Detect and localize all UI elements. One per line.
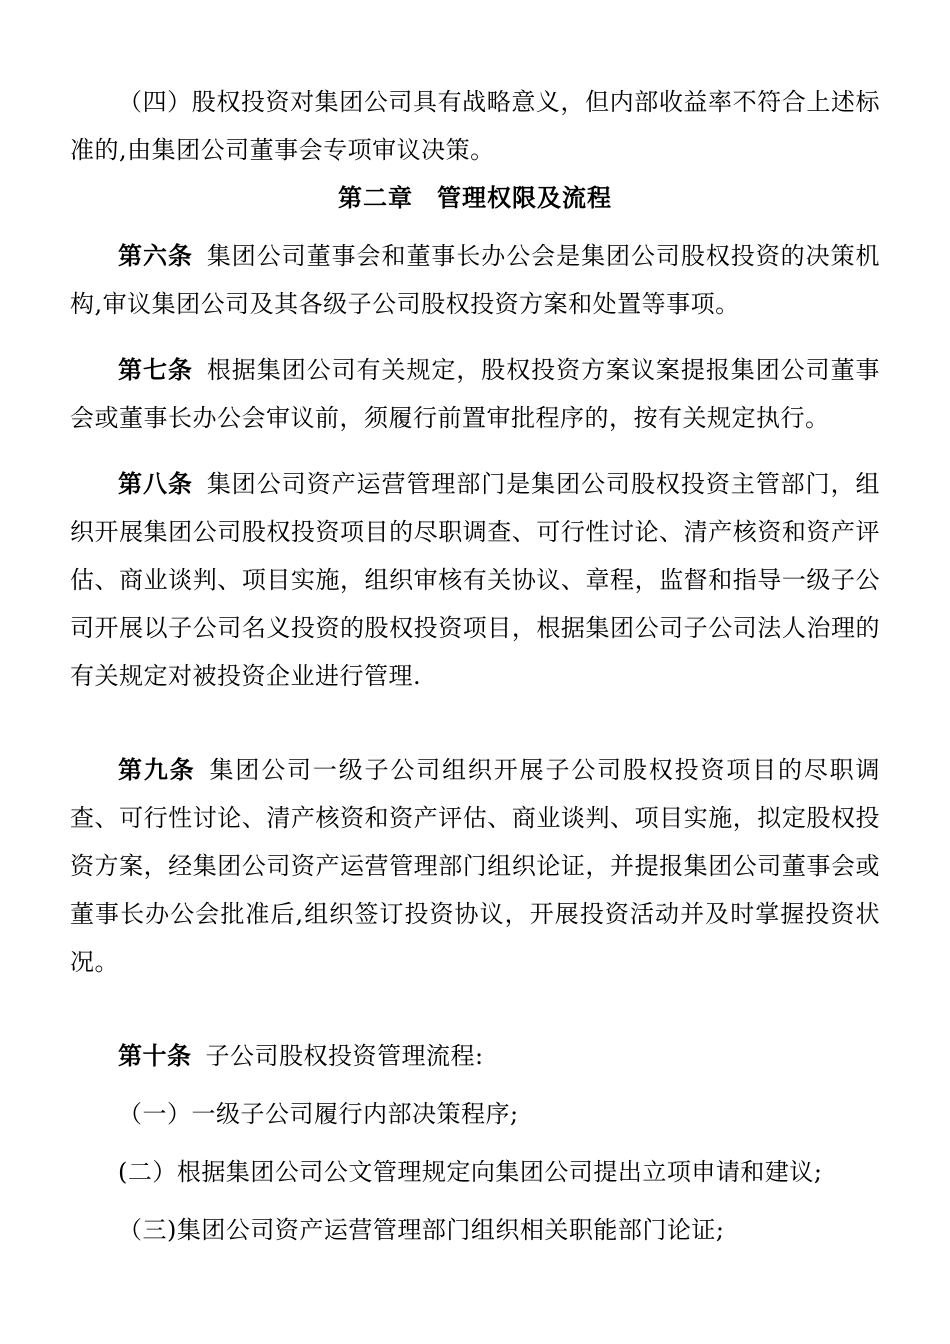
article-6-heading: 第六条 xyxy=(118,241,193,270)
article-7-body: 根据集团公司有关规定，股权投资方案议案提报集团公司董事会或董事长办公会审议前，须履行前置审批程序的，按有关规定执行。 xyxy=(70,356,881,432)
chapter-title xyxy=(0,180,950,216)
article-6-body: 集团公司董事会和董事长办公会是集团公司股权投资的决策机构,审议集团公司及其各级子公司股权投资方案和处置等事项。 xyxy=(70,242,881,318)
article-6 xyxy=(70,232,880,328)
list-item-three: （三)集团公司资产运营管理部门组织相关职能部门论证; xyxy=(118,1216,725,1244)
article-9-heading: 第九条 xyxy=(118,755,196,784)
chapter-number: 第二章 xyxy=(338,183,413,212)
article-10-heading: 第十条 xyxy=(118,1041,192,1070)
list-item-two: (二）根据集团公司公文管理规定向集团公司提出立项申请和建议; xyxy=(118,1158,823,1186)
article-10 xyxy=(70,1032,880,1080)
article-10-body: 子公司股权投资管理流程: xyxy=(205,1042,484,1070)
paragraph-item-four xyxy=(70,78,880,174)
article-9 xyxy=(70,746,880,986)
article-8-heading: 第八条 xyxy=(118,469,193,498)
article-8 xyxy=(70,460,880,700)
chapter-name: 管理权限及流程 xyxy=(437,183,612,212)
article-7-heading: 第七条 xyxy=(118,355,193,384)
paragraph-item-four-text: （四）股权投资对集团公司具有战略意义，但内部收益率不符合上述标准的,由集团公司董事会专项审议决策。 xyxy=(70,88,880,164)
article-8-body: 集团公司资产运营管理部门是集团公司股权投资主管部门，组织开展集团公司股权投资项目的尽职调查、可行性讨论、清产核资和资产评估、商业谈判、项目实施，组织审核有关协议、章程，监督和指导一级子公司开展以子公司名义投资的股权投资项目，根据集团公司子公司法人治理的有关规定对被投资企业进行管理. xyxy=(70,470,881,690)
article-7 xyxy=(70,346,880,442)
list-item-one: （一）一级子公司履行内部决策程序; xyxy=(118,1100,519,1128)
article-9-body: 集团公司一级子公司组织开展子公司股权投资项目的尽职调查、可行性讨论、清产核资和资产评估、商业谈判、项目实施，拟定股权投资方案，经集团公司资产运营管理部门组织论证，并提报集团公司董事会或董事长办公会批准后,组织签订投资协议，开展投资活动并及时掌握投资状况。 xyxy=(70,756,881,976)
